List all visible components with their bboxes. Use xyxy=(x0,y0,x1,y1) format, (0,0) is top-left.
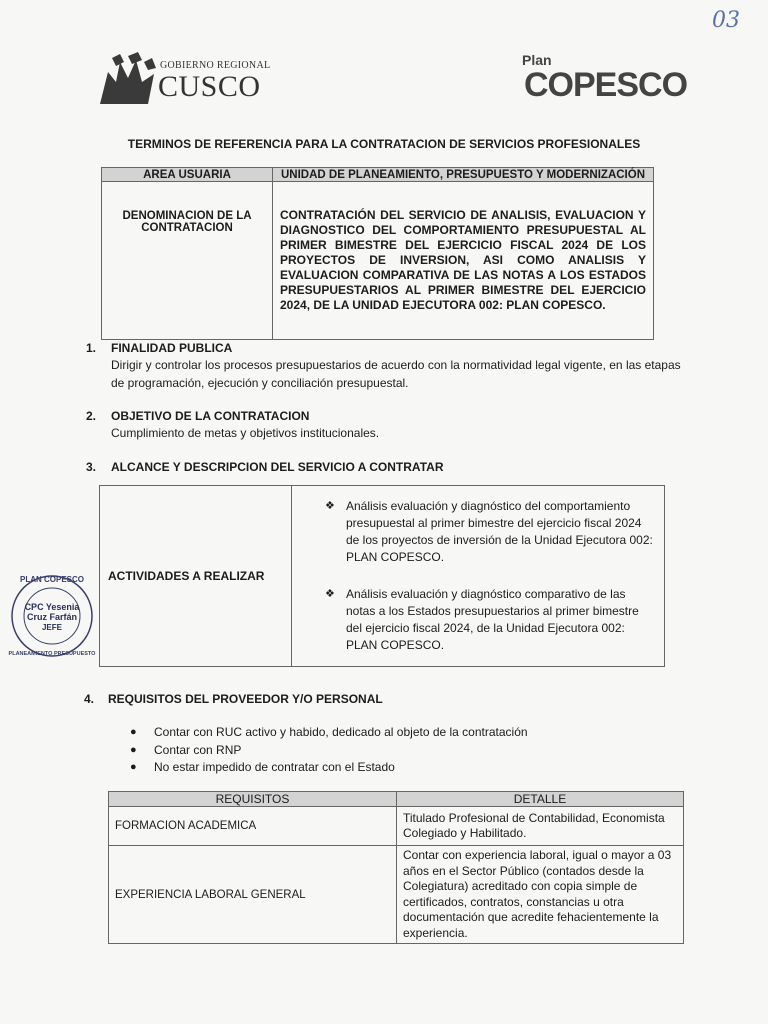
svg-text:JEFE: JEFE xyxy=(41,623,63,632)
list-item-text: No estar impedido de contratar con el Estado xyxy=(154,760,395,774)
list-item-text: Contar con RUC activo y habido, dedicado al objeto de la contratación xyxy=(154,725,528,739)
list-item xyxy=(130,759,528,777)
area-value: UNIDAD DE PLANEAMIENTO, PRESUPUESTO Y MODERNIZACIÓN xyxy=(273,168,654,182)
denomination-label: DENOMINACION DE LA CONTRATACION xyxy=(102,182,273,340)
list-item xyxy=(130,724,528,742)
section-number: 1. xyxy=(86,341,97,355)
activities-table xyxy=(99,485,665,667)
logo-right-big-text: COPESCO xyxy=(524,66,688,104)
requirements-list xyxy=(130,724,528,777)
column-header: REQUISITOS xyxy=(109,792,397,807)
requirements-table xyxy=(108,791,684,944)
svg-text:Cruz Farfán: Cruz Farfán xyxy=(26,612,78,622)
section-title: OBJETIVO DE LA CONTRATACION xyxy=(111,409,310,423)
official-stamp xyxy=(2,572,102,660)
logo-left-small-text: GOBIERNO REGIONAL xyxy=(160,60,271,71)
section-number: 3. xyxy=(86,460,97,474)
list-item-text: Contar con RNP xyxy=(154,742,242,757)
section-text: Dirigir y controlar los procesos presupuestarios de acuerdo con la normatividad legal vigente, en las etapas de programación, ejecución y conciliación presupuestal. xyxy=(111,358,681,390)
handwritten-page-number: 03 xyxy=(712,8,740,33)
activity-text: Análisis evaluación y diagnóstico comparativo de las notas a los Estados presupuestarios al primer bimestre del ejercicio fiscal 2024, de la Unidad Ejecutora 002: PLAN COPESCO. xyxy=(346,587,639,652)
area-label: AREA USUARIA xyxy=(102,168,273,182)
svg-text:PLANEAMIENTO PRESUPUESTO: PLANEAMIENTO PRESUPUESTO xyxy=(8,651,96,657)
requirement-name: EXPERIENCIA LABORAL GENERAL xyxy=(109,846,397,944)
column-header: DETALLE xyxy=(397,792,684,807)
requirement-name: FORMACION ACADEMICA xyxy=(109,807,397,846)
svg-text:PLAN COPESCO: PLAN COPESCO xyxy=(19,575,85,584)
activity-item xyxy=(292,498,654,566)
section-number: 4. xyxy=(84,692,95,706)
activities-label: ACTIVIDADES A REALIZAR xyxy=(100,486,292,667)
table-row xyxy=(109,846,684,944)
bullet-icon: ● xyxy=(130,743,137,756)
requirement-detail: Titulado Profesional de Contabilidad, Economista Colegiado y Habilitado. xyxy=(397,807,684,846)
section-text: Cumplimiento de metas y objetivos institucionales. xyxy=(111,426,380,440)
section-title: REQUISITOS DEL PROVEEDOR Y/O PERSONAL xyxy=(108,692,383,706)
activity-text: Análisis evaluación y diagnóstico del comportamiento presupuestal al primer bimestre del ejercicio fiscal 2024 de los proyectos de inversión de la Unidad Ejecutora 002: PLAN COPESCO. xyxy=(346,499,653,564)
section-title: ALCANCE Y DESCRIPCION DEL SERVICIO A CONTRATAR xyxy=(111,460,444,474)
logo-left-big-text: CUSCO xyxy=(158,70,261,103)
logo-right-small-text: Plan xyxy=(522,52,552,68)
denomination-value: CONTRATACIÓN DEL SERVICIO DE ANALISIS, EVALUACION Y DIAGNOSTICO DEL COMPORTAMIENTO PRESUPUESTAL AL PRIMER BIMESTRE DEL EJERCICIO FISCAL 2024 DE LOS PROYECTOS DE INVERSION, ASI COMO ANALISIS Y EVALUACION COMPARATIVA DE LAS NOTAS A LOS ESTADOS PRESUPUESTARIOS AL PRIMER BIMESTRE DEL EJERCICIO 2024, DE LA UNIDAD EJECUTORA 002: PLAN COPESCO. xyxy=(273,182,654,340)
section-number: 2. xyxy=(86,409,97,423)
table-row xyxy=(109,807,684,846)
section-title: FINALIDAD PUBLICA xyxy=(111,341,233,355)
requirement-detail: Contar con experiencia laboral, igual o mayor a 03 años en el Sector Público (contados desde la Colegiatura) acreditado con copia simple de certificados, contratos, constancias u otra documentación que acredite fehacientemente la experiencia. xyxy=(397,846,684,944)
document-title: TERMINOS DE REFERENCIA PARA LA CONTRATACION DE SERVICIOS PROFESIONALES xyxy=(127,137,641,151)
list-item xyxy=(130,742,528,760)
diamond-bullet-icon: ❖ xyxy=(325,500,335,512)
activity-item xyxy=(292,586,654,654)
bullet-icon: ● xyxy=(130,726,137,738)
diamond-bullet-icon: ❖ xyxy=(325,588,335,600)
info-table xyxy=(101,167,654,340)
bullet-icon: ● xyxy=(130,761,137,773)
svg-text:CPC Yesenia: CPC Yesenia xyxy=(24,602,80,612)
